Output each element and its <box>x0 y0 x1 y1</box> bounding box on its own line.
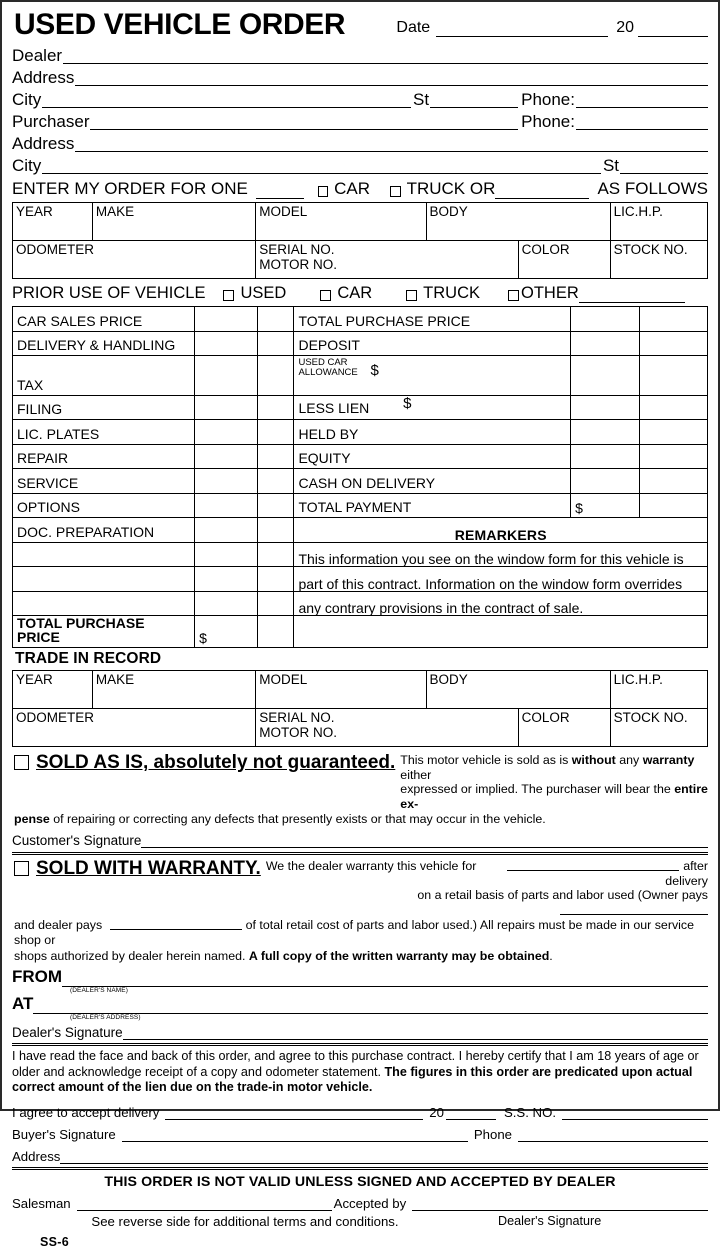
price-extra-4[interactable] <box>639 420 707 445</box>
dealer-state-input[interactable] <box>430 93 518 108</box>
warranty-owner-pays-input[interactable] <box>560 903 708 915</box>
price-label-equity: EQUITY <box>294 444 571 469</box>
prior-use-other-label: OTHER <box>521 284 579 302</box>
price-amount-car-sales-price[interactable] <box>195 307 258 332</box>
vehicle-body-cell[interactable]: BODY <box>426 203 610 241</box>
price-label-delivery-handling: DELIVERY & HANDLING <box>13 331 195 356</box>
price-label-used-car-allowance <box>294 356 571 396</box>
sold-with-warranty-section <box>12 858 708 964</box>
price-amount-blank-2[interactable] <box>195 567 258 592</box>
price-row <box>13 493 708 518</box>
order-quantity-input[interactable] <box>256 184 304 199</box>
trade-in-year-cell[interactable]: YEAR <box>13 671 93 709</box>
sold-as-is-body-5: of repairing or correcting any defects that presently exists or that may occur in the vehicle. <box>49 811 546 826</box>
price-spacer-0[interactable] <box>257 307 294 332</box>
prior-use-car-checkbox[interactable] <box>320 290 331 301</box>
vehicle-header-row <box>13 203 708 241</box>
price-spacer-7[interactable] <box>257 493 294 518</box>
price-row <box>13 331 708 356</box>
accept-delivery-label: I agree to accept delivery <box>12 1105 160 1121</box>
remarkers-line-3: any contrary provisions in the contract of sale. <box>294 591 708 616</box>
closing-year-input[interactable] <box>446 1107 496 1120</box>
dealer-phone-input[interactable] <box>576 93 708 108</box>
prior-use-other-input[interactable] <box>579 288 685 303</box>
warranty-duration-input[interactable] <box>507 859 679 871</box>
price-row <box>13 420 708 445</box>
price-amount-cash-on-delivery[interactable] <box>571 469 640 494</box>
dealer-state-label: St <box>413 90 430 109</box>
price-amount-service[interactable] <box>195 469 258 494</box>
vehicle-serial-no-label: SERIAL NO. <box>259 242 335 257</box>
warranty-line4-a: shops authorized by dealer herein named. <box>14 948 249 963</box>
purchaser-state-input[interactable] <box>620 159 708 174</box>
price-amount-doc-preparation[interactable] <box>195 518 258 543</box>
purchaser-phone-label: Phone: <box>521 112 575 131</box>
price-label-repair: REPAIR <box>13 444 195 469</box>
dealer-signature-label: Dealer's Signature <box>12 1025 123 1041</box>
price-extra-7[interactable] <box>639 493 707 518</box>
price-spacer-2[interactable] <box>257 356 294 396</box>
from-dealer-name-input[interactable] <box>62 972 708 987</box>
prior-use-car-label: CAR <box>337 284 373 302</box>
price-row <box>13 356 708 396</box>
pricing-table <box>12 306 708 648</box>
price-label-blank-3[interactable] <box>13 591 195 616</box>
dealer-input[interactable] <box>63 49 708 64</box>
price-label-doc-preparation: DOC. PREPARATION <box>13 518 195 543</box>
sold-with-warranty-continuation <box>12 918 708 965</box>
buyer-phone-input[interactable] <box>518 1129 708 1142</box>
price-amount-deposit[interactable] <box>571 331 640 356</box>
vehicle-odometer-cell[interactable]: ODOMETER <box>13 241 256 279</box>
vehicle-year-cell[interactable]: YEAR <box>13 203 93 241</box>
trade-in-detail-row <box>13 709 708 747</box>
vehicle-model-cell[interactable]: MODEL <box>256 203 426 241</box>
sold-as-is-continuation <box>12 812 708 828</box>
price-row <box>13 307 708 332</box>
prior-use-other-checkbox[interactable] <box>508 290 519 301</box>
dealer-city-row <box>12 88 708 108</box>
price-amount-filing[interactable] <box>195 395 258 420</box>
dealer-address-note: (DEALER'S ADDRESS) <box>70 1014 141 1022</box>
vehicle-detail-row <box>13 241 708 279</box>
ssno-input[interactable] <box>562 1107 708 1120</box>
price-spacer-5[interactable] <box>257 444 294 469</box>
sold-with-warranty-checkbox[interactable] <box>14 861 29 876</box>
page-title: USED VEHICLE ORDER <box>14 8 346 41</box>
price-label-less-lien <box>294 395 571 420</box>
purchaser-city-row <box>12 154 708 174</box>
date-label: Date <box>396 19 431 36</box>
dealer-phone-label: Phone: <box>521 90 575 109</box>
salesman-input[interactable] <box>77 1198 332 1211</box>
price-amount-repair[interactable] <box>195 444 258 469</box>
dealer-signature-input[interactable] <box>123 1027 708 1040</box>
price-amount-total-purchase-price[interactable] <box>571 307 640 332</box>
price-extra-0[interactable] <box>639 307 707 332</box>
price-row-remark-2 <box>13 567 708 592</box>
buyer-address-input[interactable] <box>60 1151 708 1164</box>
warranty-line3-b: of total retail cost of parts and labor used.) All repairs must be made in our service shop or <box>14 917 694 948</box>
dealer-signature-row <box>12 1022 708 1040</box>
price-label-options: OPTIONS <box>13 493 195 518</box>
sold-as-is-title: SOLD AS IS, absolutely not guaranteed. <box>36 752 396 774</box>
sold-with-warranty-header <box>12 858 708 918</box>
trade-in-stock-no-cell[interactable]: STOCK NO. <box>610 709 707 747</box>
warranty-line4-c: . <box>549 948 553 963</box>
buyer-signature-input[interactable] <box>122 1129 468 1142</box>
sold-as-is-warranty: warranty <box>642 753 695 768</box>
order-prefix-label: ENTER MY ORDER FOR ONE <box>12 179 248 198</box>
trade-in-header-row <box>13 671 708 709</box>
vehicle-serial-motor-cell[interactable] <box>256 241 518 279</box>
price-spacer-11[interactable] <box>257 591 294 616</box>
at-label: AT <box>12 994 34 1014</box>
trade-in-table <box>12 670 708 747</box>
price-label-cash-on-delivery: CASH ON DELIVERY <box>294 469 571 494</box>
dealer-name-note: (DEALER'S NAME) <box>70 987 129 995</box>
other-vehicle-type-input[interactable] <box>495 184 589 199</box>
price-amount-total-payment[interactable]: $ <box>571 493 640 518</box>
trade-in-make-cell[interactable]: MAKE <box>92 671 255 709</box>
dealer-label: Dealer <box>12 46 63 65</box>
buyer-phone-label: Phone <box>473 1127 512 1143</box>
sold-as-is-section <box>12 752 708 848</box>
remarkers-line-2: part of this contract. Information on the window form overrides <box>294 567 708 592</box>
price-row <box>13 395 708 420</box>
price-amount-lic-plates[interactable] <box>195 420 258 445</box>
dealer-address-row <box>12 66 708 86</box>
sold-as-is-body-1: This motor vehicle is sold as is <box>400 753 572 768</box>
sold-as-is-header <box>12 752 708 812</box>
purchaser-label: Purchaser <box>12 112 90 131</box>
dealer-city-input[interactable] <box>42 93 411 108</box>
agreement-paragraph <box>12 1046 708 1095</box>
sold-as-is-body-2: any <box>615 753 643 768</box>
price-amount-blank-3[interactable] <box>195 591 258 616</box>
price-label-lic-plates: LIC. PLATES <box>13 420 195 445</box>
from-label: FROM <box>12 967 63 987</box>
price-extra-3[interactable] <box>639 395 707 420</box>
closing-year-prefix: 20 <box>429 1105 444 1121</box>
price-row-remarkers-title <box>13 518 708 543</box>
dealer-row <box>12 44 708 64</box>
less-lien-text: LESS LIEN <box>298 400 370 417</box>
price-label-tax: TAX <box>13 356 195 396</box>
form-code: SS-6 <box>40 1235 69 1249</box>
price-spacer-6[interactable] <box>257 469 294 494</box>
date-input[interactable] <box>436 22 608 37</box>
from-row <box>12 968 708 987</box>
price-label-blank-2[interactable] <box>13 567 195 592</box>
vehicle-motor-no-label: MOTOR NO. <box>259 257 337 273</box>
sold-with-warranty-title: SOLD WITH WARRANTY. <box>36 858 261 880</box>
price-amount-held-by[interactable] <box>571 420 640 445</box>
vehicle-lichp-cell[interactable]: LIC.H.P. <box>610 203 707 241</box>
used-car-allowance-line1: USED CAR <box>298 357 348 368</box>
remarkers-title: REMARKERS <box>294 518 708 543</box>
price-row-remark-3 <box>13 591 708 616</box>
warranty-dealer-pays-input[interactable] <box>110 918 242 930</box>
purchaser-address-row <box>12 132 708 152</box>
sold-as-is-without: without <box>571 753 616 768</box>
at-row <box>12 995 708 1014</box>
sold-as-is-checkbox[interactable] <box>14 755 29 770</box>
footer-dealer-signature-label: Dealer's Signature <box>498 1214 602 1229</box>
buyer-signature-label: Buyer's Signature <box>12 1127 116 1143</box>
price-extra-1[interactable] <box>639 331 707 356</box>
price-spacer-9[interactable] <box>257 542 294 567</box>
buyer-address-label: Address <box>12 1149 61 1165</box>
price-amount-tax[interactable] <box>195 356 258 396</box>
accepted-by-label: Accepted by <box>333 1196 407 1212</box>
buyer-signature-row <box>12 1123 708 1142</box>
price-spacer-1[interactable] <box>257 331 294 356</box>
less-lien-dollar-sign: $ <box>403 395 412 413</box>
sold-as-is-body-4: expressed or implied. The purchaser will bear the <box>400 782 675 797</box>
price-label-blank-1[interactable] <box>13 542 195 567</box>
dealer-city-label: City <box>12 90 42 109</box>
trade-in-body-cell[interactable]: BODY <box>426 671 610 709</box>
purchaser-city-label: City <box>12 156 42 175</box>
truck-or-label: TRUCK OR <box>406 179 496 198</box>
prior-use-truck-label: TRUCK <box>423 284 480 302</box>
prior-use-truck-checkbox[interactable] <box>406 290 417 301</box>
at-dealer-address-input[interactable] <box>33 999 708 1014</box>
price-amount-delivery-handling[interactable] <box>195 331 258 356</box>
trade-in-odometer-cell[interactable]: ODOMETER <box>13 709 256 747</box>
as-follows-label: AS FOLLOWS <box>597 179 708 198</box>
price-label-filing: FILING <box>13 395 195 420</box>
date-field-group <box>355 19 708 40</box>
trade-in-serial-no-label: SERIAL NO. <box>259 710 335 726</box>
price-spacer-12[interactable] <box>257 616 294 648</box>
price-label-total-payment: TOTAL PAYMENT <box>294 493 571 518</box>
customer-signature-row <box>12 830 708 848</box>
dealer-address-input[interactable] <box>75 71 708 86</box>
prior-use-row <box>12 281 708 303</box>
price-amount-used-car-allowance[interactable] <box>571 356 640 396</box>
agreement-text-a: I have read the face and back of this order, and agree to this purchase contract. I hereby certify that I am 18 years of age or older and acknowledge receipt of a copy and odometer statement. <box>12 1049 699 1079</box>
purchaser-row <box>12 110 708 130</box>
reverse-side-note: See reverse side for additional terms and conditions. <box>91 1214 399 1230</box>
price-spacer-10[interactable] <box>257 567 294 592</box>
prior-use-label: PRIOR USE OF VEHICLE <box>12 284 206 302</box>
warranty-line2-a: on a retail basis of parts and labor used (Owner pays <box>417 888 708 903</box>
accepted-by-input[interactable] <box>412 1198 708 1211</box>
total-purchase-price-amount[interactable]: $ <box>195 616 258 648</box>
purchaser-city-input[interactable] <box>42 159 601 174</box>
salesman-label: Salesman <box>12 1196 71 1212</box>
vehicle-color-cell[interactable]: COLOR <box>518 241 610 279</box>
sold-as-is-body-3: either <box>400 767 432 782</box>
price-label-service: SERVICE <box>13 469 195 494</box>
price-amount-equity[interactable] <box>571 444 640 469</box>
trade-in-model-cell[interactable]: MODEL <box>256 671 426 709</box>
order-type-row <box>12 177 708 199</box>
price-extra-6[interactable] <box>639 469 707 494</box>
year-input[interactable] <box>638 22 708 37</box>
vehicle-stock-no-cell[interactable]: STOCK NO. <box>610 241 707 279</box>
form-header <box>12 8 708 44</box>
sold-as-is-pense: pense <box>14 811 50 826</box>
trade-in-color-cell[interactable]: COLOR <box>518 709 610 747</box>
car-label: CAR <box>334 179 370 198</box>
year-prefix-label: 20 <box>616 19 634 36</box>
accept-delivery-date-input[interactable] <box>165 1107 423 1120</box>
price-amount-options[interactable] <box>195 493 258 518</box>
price-label-deposit: DEPOSIT <box>294 331 571 356</box>
purchaser-address-label: Address <box>12 134 75 153</box>
warranty-line3-a: and dealer pays <box>14 917 103 932</box>
purchaser-address-input[interactable] <box>75 137 708 152</box>
price-label-held-by: HELD BY <box>294 420 571 445</box>
trade-in-record-heading: TRADE IN RECORD <box>15 650 162 668</box>
trade-in-serial-motor-cell[interactable] <box>256 709 518 747</box>
dealer-identity-block <box>12 968 708 1040</box>
trade-in-motor-no-label: MOTOR NO. <box>259 725 337 741</box>
not-valid-notice: THIS ORDER IS NOT VALID UNLESS SIGNED AND ACCEPTED BY DEALER <box>104 1174 616 1191</box>
used-car-allowance-dollar-sign: $ <box>370 361 379 379</box>
price-row <box>13 469 708 494</box>
price-total-blank[interactable] <box>294 616 708 648</box>
sold-as-is-entire-ex: entire ex- <box>400 782 708 812</box>
salesman-row <box>12 1192 708 1211</box>
total-purchase-price-label: TOTAL PURCHASE PRICE <box>13 616 195 648</box>
price-label-total-purchase-price: TOTAL PURCHASE PRICE <box>294 307 571 332</box>
purchaser-phone-input[interactable] <box>576 115 708 130</box>
sold-as-is-body <box>400 752 708 812</box>
price-extra-5[interactable] <box>639 444 707 469</box>
price-amount-less-lien[interactable] <box>571 395 640 420</box>
customer-signature-label: Customer's Signature <box>12 833 142 849</box>
price-spacer-4[interactable] <box>257 420 294 445</box>
prior-use-used-label: USED <box>240 284 287 302</box>
car-checkbox[interactable] <box>318 186 328 197</box>
price-row-total <box>13 616 708 648</box>
warranty-line1-b: after delivery <box>665 859 708 888</box>
section-divider <box>12 852 708 855</box>
agreement-text-b: The figures in this order are predicated upon actual correct amount of the lien due on the trade-in motor vehicle. <box>12 1064 693 1094</box>
price-spacer-3[interactable] <box>257 395 294 420</box>
sold-with-warranty-body <box>266 858 708 918</box>
warranty-line1-a: We the dealer warranty this vehicle for <box>265 859 477 874</box>
vehicle-info-table <box>12 202 708 279</box>
price-spacer-8[interactable] <box>257 518 294 543</box>
purchaser-state-label: St <box>602 156 619 175</box>
footer-notes-row <box>12 1214 708 1229</box>
customer-signature-input[interactable] <box>141 835 708 848</box>
price-row-remark-1 <box>13 542 708 567</box>
ssno-label: S.S. NO. <box>503 1105 556 1121</box>
price-row <box>13 444 708 469</box>
purchaser-input[interactable] <box>90 115 518 130</box>
price-label-car-sales-price: CAR SALES PRICE <box>13 307 195 332</box>
prior-use-used-checkbox[interactable] <box>223 290 234 301</box>
price-extra-2[interactable] <box>639 356 707 396</box>
used-car-allowance-line2: ALLOWANCE <box>298 367 358 379</box>
remarkers-line-1: This information you see on the window form for this vehicle is <box>294 542 708 567</box>
buyer-address-row <box>12 1145 708 1164</box>
dealer-address-label: Address <box>12 68 75 87</box>
truck-checkbox[interactable] <box>390 186 400 197</box>
vehicle-make-cell[interactable]: MAKE <box>92 203 255 241</box>
price-amount-blank-1[interactable] <box>195 542 258 567</box>
warranty-line4-b: A full copy of the written warranty may be obtained <box>248 948 550 963</box>
trade-in-lichp-cell[interactable]: LIC.H.P. <box>610 671 707 709</box>
